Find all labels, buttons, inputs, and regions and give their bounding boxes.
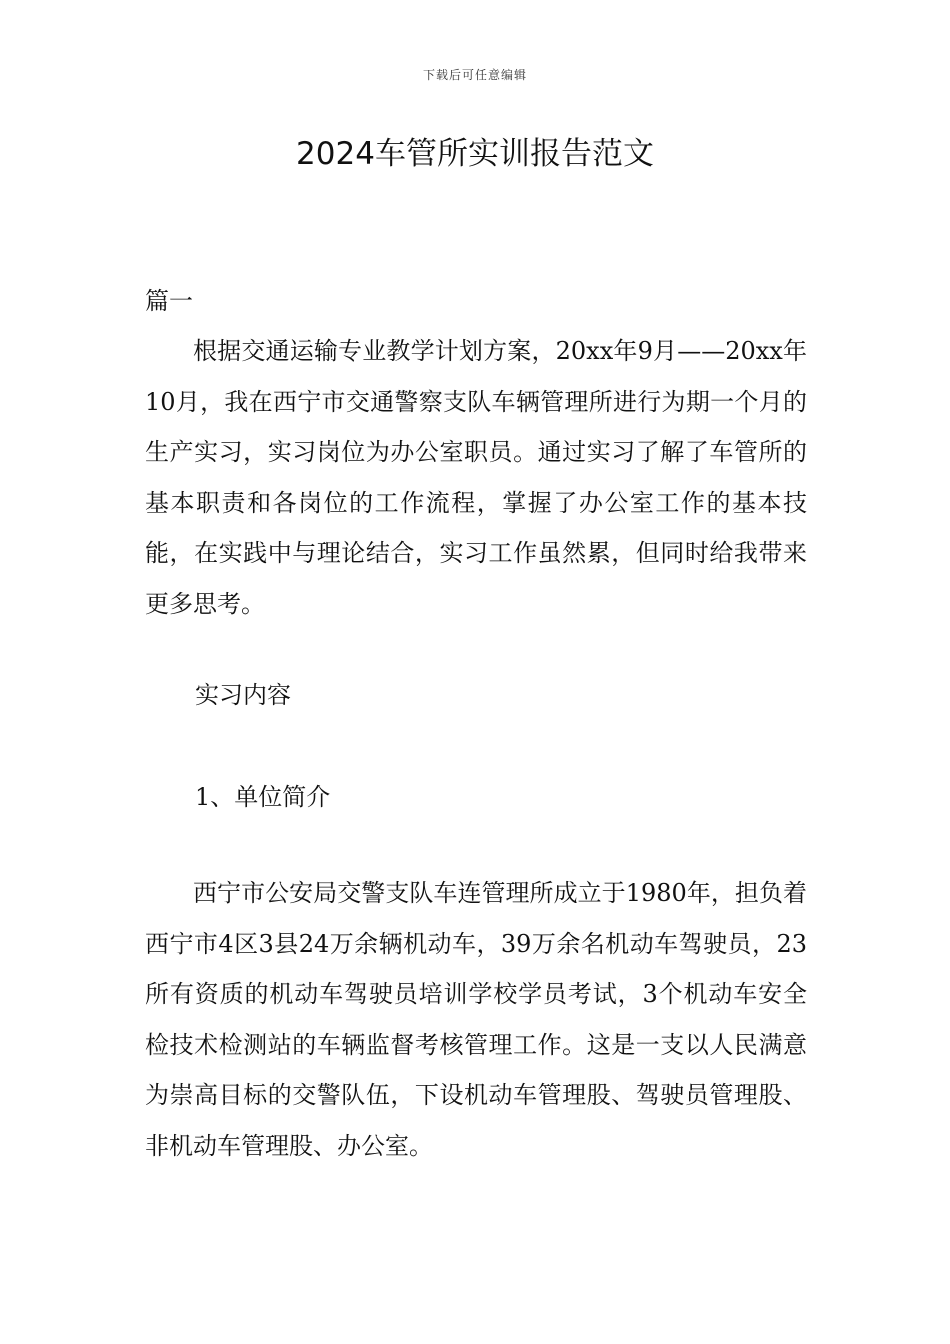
heading-internship-content: 实习内容 [195, 681, 291, 709]
section-label: 篇一 [145, 287, 193, 315]
paragraph-intro: 根据交通运输专业教学计划方案，20xx年9月——20xx年10月，我在西宁市交通警察支队车辆管理所进行为期一个月的生产实习，实习岗位为办公室职员。通过实习了解了车管所的基本职责和各岗位的工作流程，掌握了办公室工作的基本技能，在实践中与理论结合，实习工作虽然累，但同时给我带来更多思考。 [145, 337, 807, 618]
document-title: 2024车管所实训报告范文 [296, 136, 654, 172]
header-note: 下载后可任意编辑 [422, 68, 527, 82]
paragraph-unit-description: 西宁市公安局交警支队车连管理所成立于1980年，担负着西宁市4区3县24万余辆机动车，39万余名机动车驾驶员，23所有资质的机动车驾驶员培训学校学员考试，3个机动车安全检技术检测站的车辆监督考核管理工作。这是一支以人民满意为崇高目标的交警队伍，下设机动车管理股、驾驶员管理股、非机动车管理股、办公室。 [145, 879, 807, 1160]
heading-unit-intro: 1、单位简介 [195, 783, 331, 811]
